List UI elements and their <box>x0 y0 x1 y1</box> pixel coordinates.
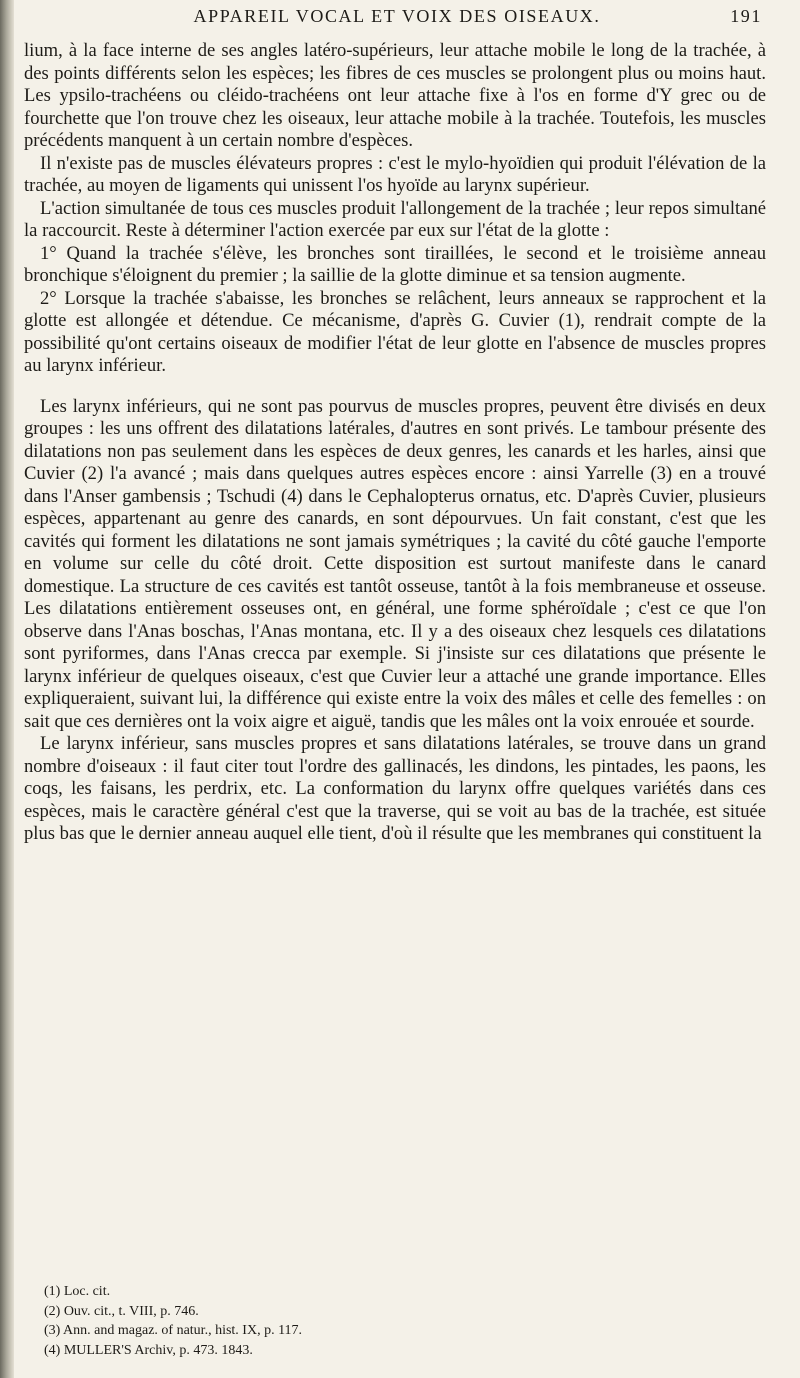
page-number: 191 <box>730 6 762 26</box>
footnote: (3) Ann. and magaz. of natur., hist. IX, p. 117. <box>44 1323 303 1338</box>
body-text <box>24 40 766 846</box>
paragraph: Les larynx inférieurs, qui ne sont pas pourvus de muscles propres, peuvent être divisés en deux groupes : les uns offrent des dilatations latérales, d'autres en sont privés. Le tambour présente des dilatations non pas seulement dans les espèces de deux genres, les canards et les harles, ainsi que Cuvier (2) l'a avancé ; mais dans quelques autres espèces encore : ainsi Yarrelle (3) en a trouvé dans l'Anser gambensis ; Tschudi (4) dans le Cephalopterus ornatus, etc. D'après Cuvier, plusieurs espèces, appartenant au genre des canards, en sont dépourvues. Un fait constant, c'est que les cavités qui forment les dilatations ne sont jamais symétriques ; la cavité du côté gauche l'emporte en volume sur celle du côté droit. Cette disposition est surtout manifeste dans le canard domestique. La structure de ces cavités est tantôt osseuse, tantôt à la fois membraneuse et osseuse. Les dilatations entièrement osseuses ont, en général, une forme sphéroïdale ; c'est ce que l'on observe dans l'Anas boschas, l'Anas montana, etc. Il y a des oiseaux chez lesquels ces dilatations sont pyriformes, dans l'Anas crecca par exemple. Si j'insiste sur ces dilatations que présente le larynx inférieur de quelques oiseaux, c'est que Cuvier leur a attaché une grande importance. Elles expliqueraient, suivant lui, la différence qui existe entre la voix des mâles et celle des femelles : on sait que ces dernières ont la voix aigre et aiguë, tandis que les mâles ont la voix enrouée et sourde. <box>24 395 766 732</box>
footnotes <box>44 1282 744 1360</box>
paragraph: L'action simultanée de tous ces muscles produit l'allongement de la trachée ; leur repos simultané la raccourcit. Reste à déterminer l'action exercée par eux sur l'état de la glotte : <box>24 197 766 241</box>
paragraph: Le larynx inférieur, sans muscles propres et sans dilatations latérales, se trouve dans un grand nombre d'oiseaux : il faut citer tout l'ordre des gallinacés, les dindons, les pintades, les paons, les coqs, les faisans, les perdrix, etc. La conformation du larynx offre quelques variétés dans ces espèces, mais le caractère général c'est que la traverse, qui se voit au bas de la trachée, est située plus bas que le dernier anneau auquel elle tient, d'où il résulte que les membranes qui constituent la <box>24 733 766 844</box>
footnote: (2) Ouv. cit., t. VIII, p. 746. <box>44 1303 199 1319</box>
footnote: (1) Loc. cit. <box>44 1284 111 1299</box>
running-title: APPAREIL VOCAL ET VOIX DES OISEAUX. <box>193 6 601 26</box>
binding-gutter <box>0 0 14 1378</box>
paragraph: 2° Lorsque la trachée s'abaisse, les bronches se relâchent, leurs anneaux se rapprochent et la glotte est allongée et détendue. Ce mécanisme, d'après G. Cuvier (1), rendrait compte de la possibilité qu'ont certains oiseaux de modifier l'état de leur glotte en l'absence de muscles propres au larynx inférieur. <box>24 287 766 376</box>
paragraph: 1° Quand la trachée s'élève, les bronches sont tiraillées, le second et le troisième anneau bronchique s'éloignent du premier ; la saillie de la glotte diminue et sa tension augmente. <box>24 242 766 286</box>
section-gap <box>24 378 766 396</box>
running-header <box>32 6 762 36</box>
paragraph: lium, à la face interne de ses angles latéro-supérieurs, leur attache mobile le long de la trachée, à des points différents selon les espèces; les fibres de ces muscles se prolongent plus ou moins haut. Les ypsilo-trachéens ou cléido-trachéens ont leur attache fixe à l'os en forme d'Y grec ou de fourchette que l'on trouve chez les oiseaux, leur attache mobile à la trachée. Toutefois, les muscles précédents manquent à un certain nombre d'espèces. <box>24 40 766 151</box>
footnote: (4) MULLER'S Archiv, p. 473. 1843. <box>44 1342 253 1358</box>
paragraph: Il n'existe pas de muscles élévateurs propres : c'est le mylo-hyoïdien qui produit l'élévation de la trachée, au moyen de ligaments qui unissent l'os hyoïde au larynx supérieur. <box>24 152 766 196</box>
